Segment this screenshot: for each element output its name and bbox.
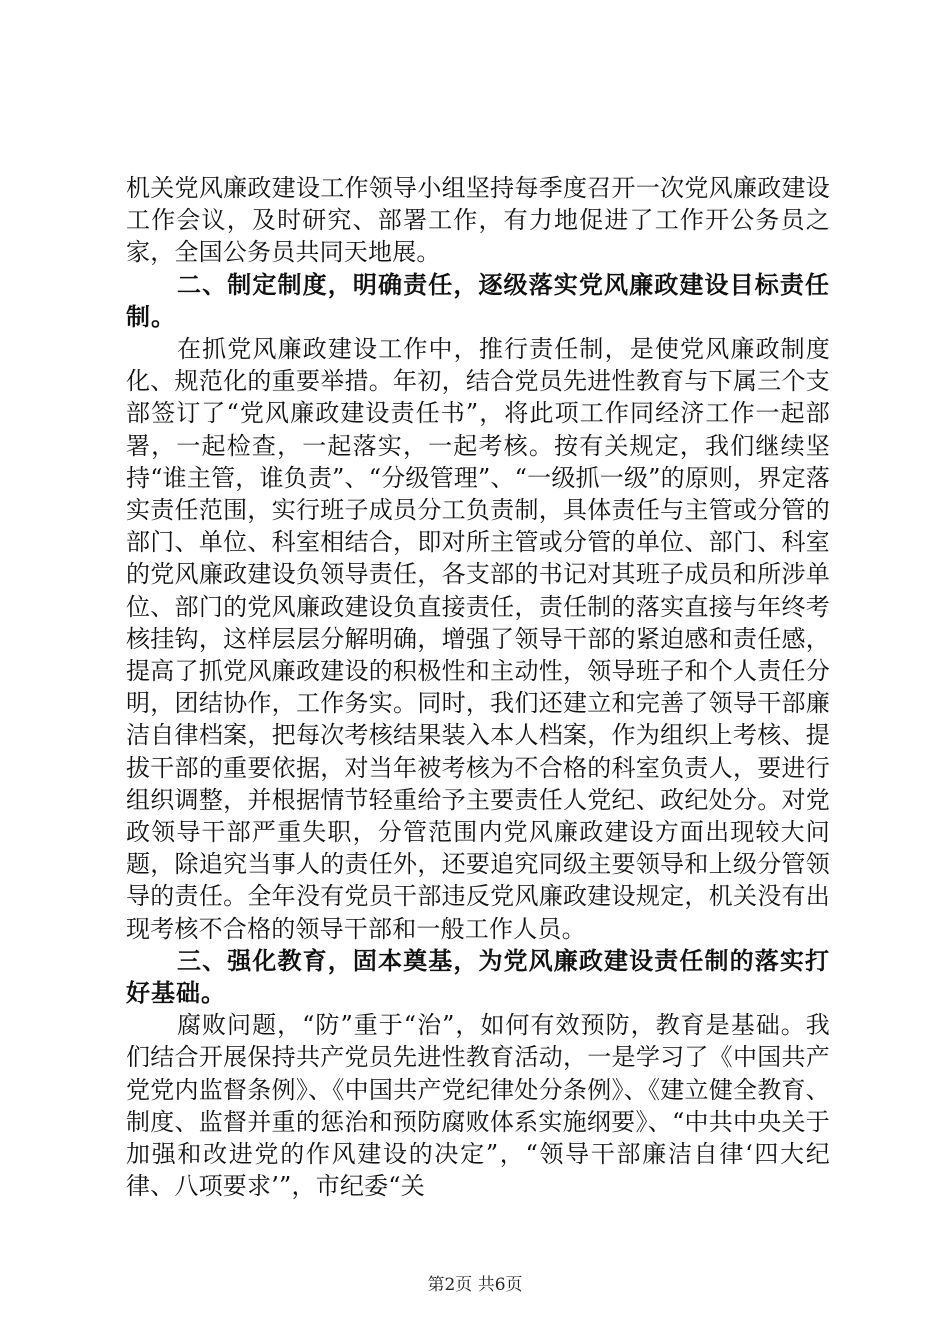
document-body (126, 172, 830, 1203)
paragraph-continuation: 机关党风廉政建设工作领导小组坚持每季度召开一次党风廉政建设工作会议，及时研究、部署工作，有力地促进了工作开公务员之家，全国公务员共同天地展。 (126, 174, 830, 267)
section-heading-2: 二、制定制度，明确责任，逐级落实党风廉政建设目标责任制。 (126, 270, 830, 331)
paragraph-responsibility: 在抓党风廉政建设工作中，推行责任制，是使党风廉政制度化、规范化的重要举措。年初，结合党员先进性教育与下属三个支部签订了“党风廉政建设责任书”，将此项工作同经济工作一起部署，一起检查，一起落实，一起考核。按有关规定，我们继续坚持“谁主管，谁负责”、“分级管理”、“一级抓一级”的原则，界定落实责任范围，实行班子成员分工负责制，具体责任与主管或分管的部门、单位、科室相结合，即对所主管或分管的单位、部门、科室的党风廉政建设负领导责任，各支部的书记对其班子成员和所涉单位、部门的党风廉政建设负直接责任，责任制的落实直接与年终考核挂钩，这样层层分解明确，增强了领导干部的紧迫感和责任感，提高了抓党风廉政建设的积极性和主动性，领导班子和个人责任分明，团结协作，工作务实。同时，我们还建立和完善了领导干部廉洁自律档案，把每次考核结果装入本人档案，作为组织上考核、提拔干部的重要依据，对当年被考核为不合格的科室负责人，要进行组织调整，并根据情节轻重给予主要责任人党纪、政纪处分。对党政领导干部严重失职，分管范围内党风廉政建设方面出现较大问题，除追究当事人的责任外，还要追究同级主要领导和上级分管领导的责任。全年没有党员干部违反党风廉政建设规定，机关没有出现考核不合格的领导干部和一般工作人员。 (126, 335, 831, 943)
section-heading-3: 三、强化教育，固本奠基，为党风廉政建设责任制的落实打好基础。 (126, 946, 830, 1008)
page-footer: 第2页 共6页 (427, 1275, 523, 1295)
paragraph-education: 腐败问题，“防”重于“治”，如何有效预防，教育是基础。我们结合开展保持共产党员先进性教育活动，一是学习了《中国共产党党内监督条例》、《中国共产党纪律处分条例》、《建立健全教育、制度、监督并重的惩治和预防腐败体系实施纲要》、“中共中央关于加强和改进党的作风建设的决定”，“领导干部廉洁自律‘四大纪律、八项要求’”，市纪委“关 (126, 1011, 830, 1201)
